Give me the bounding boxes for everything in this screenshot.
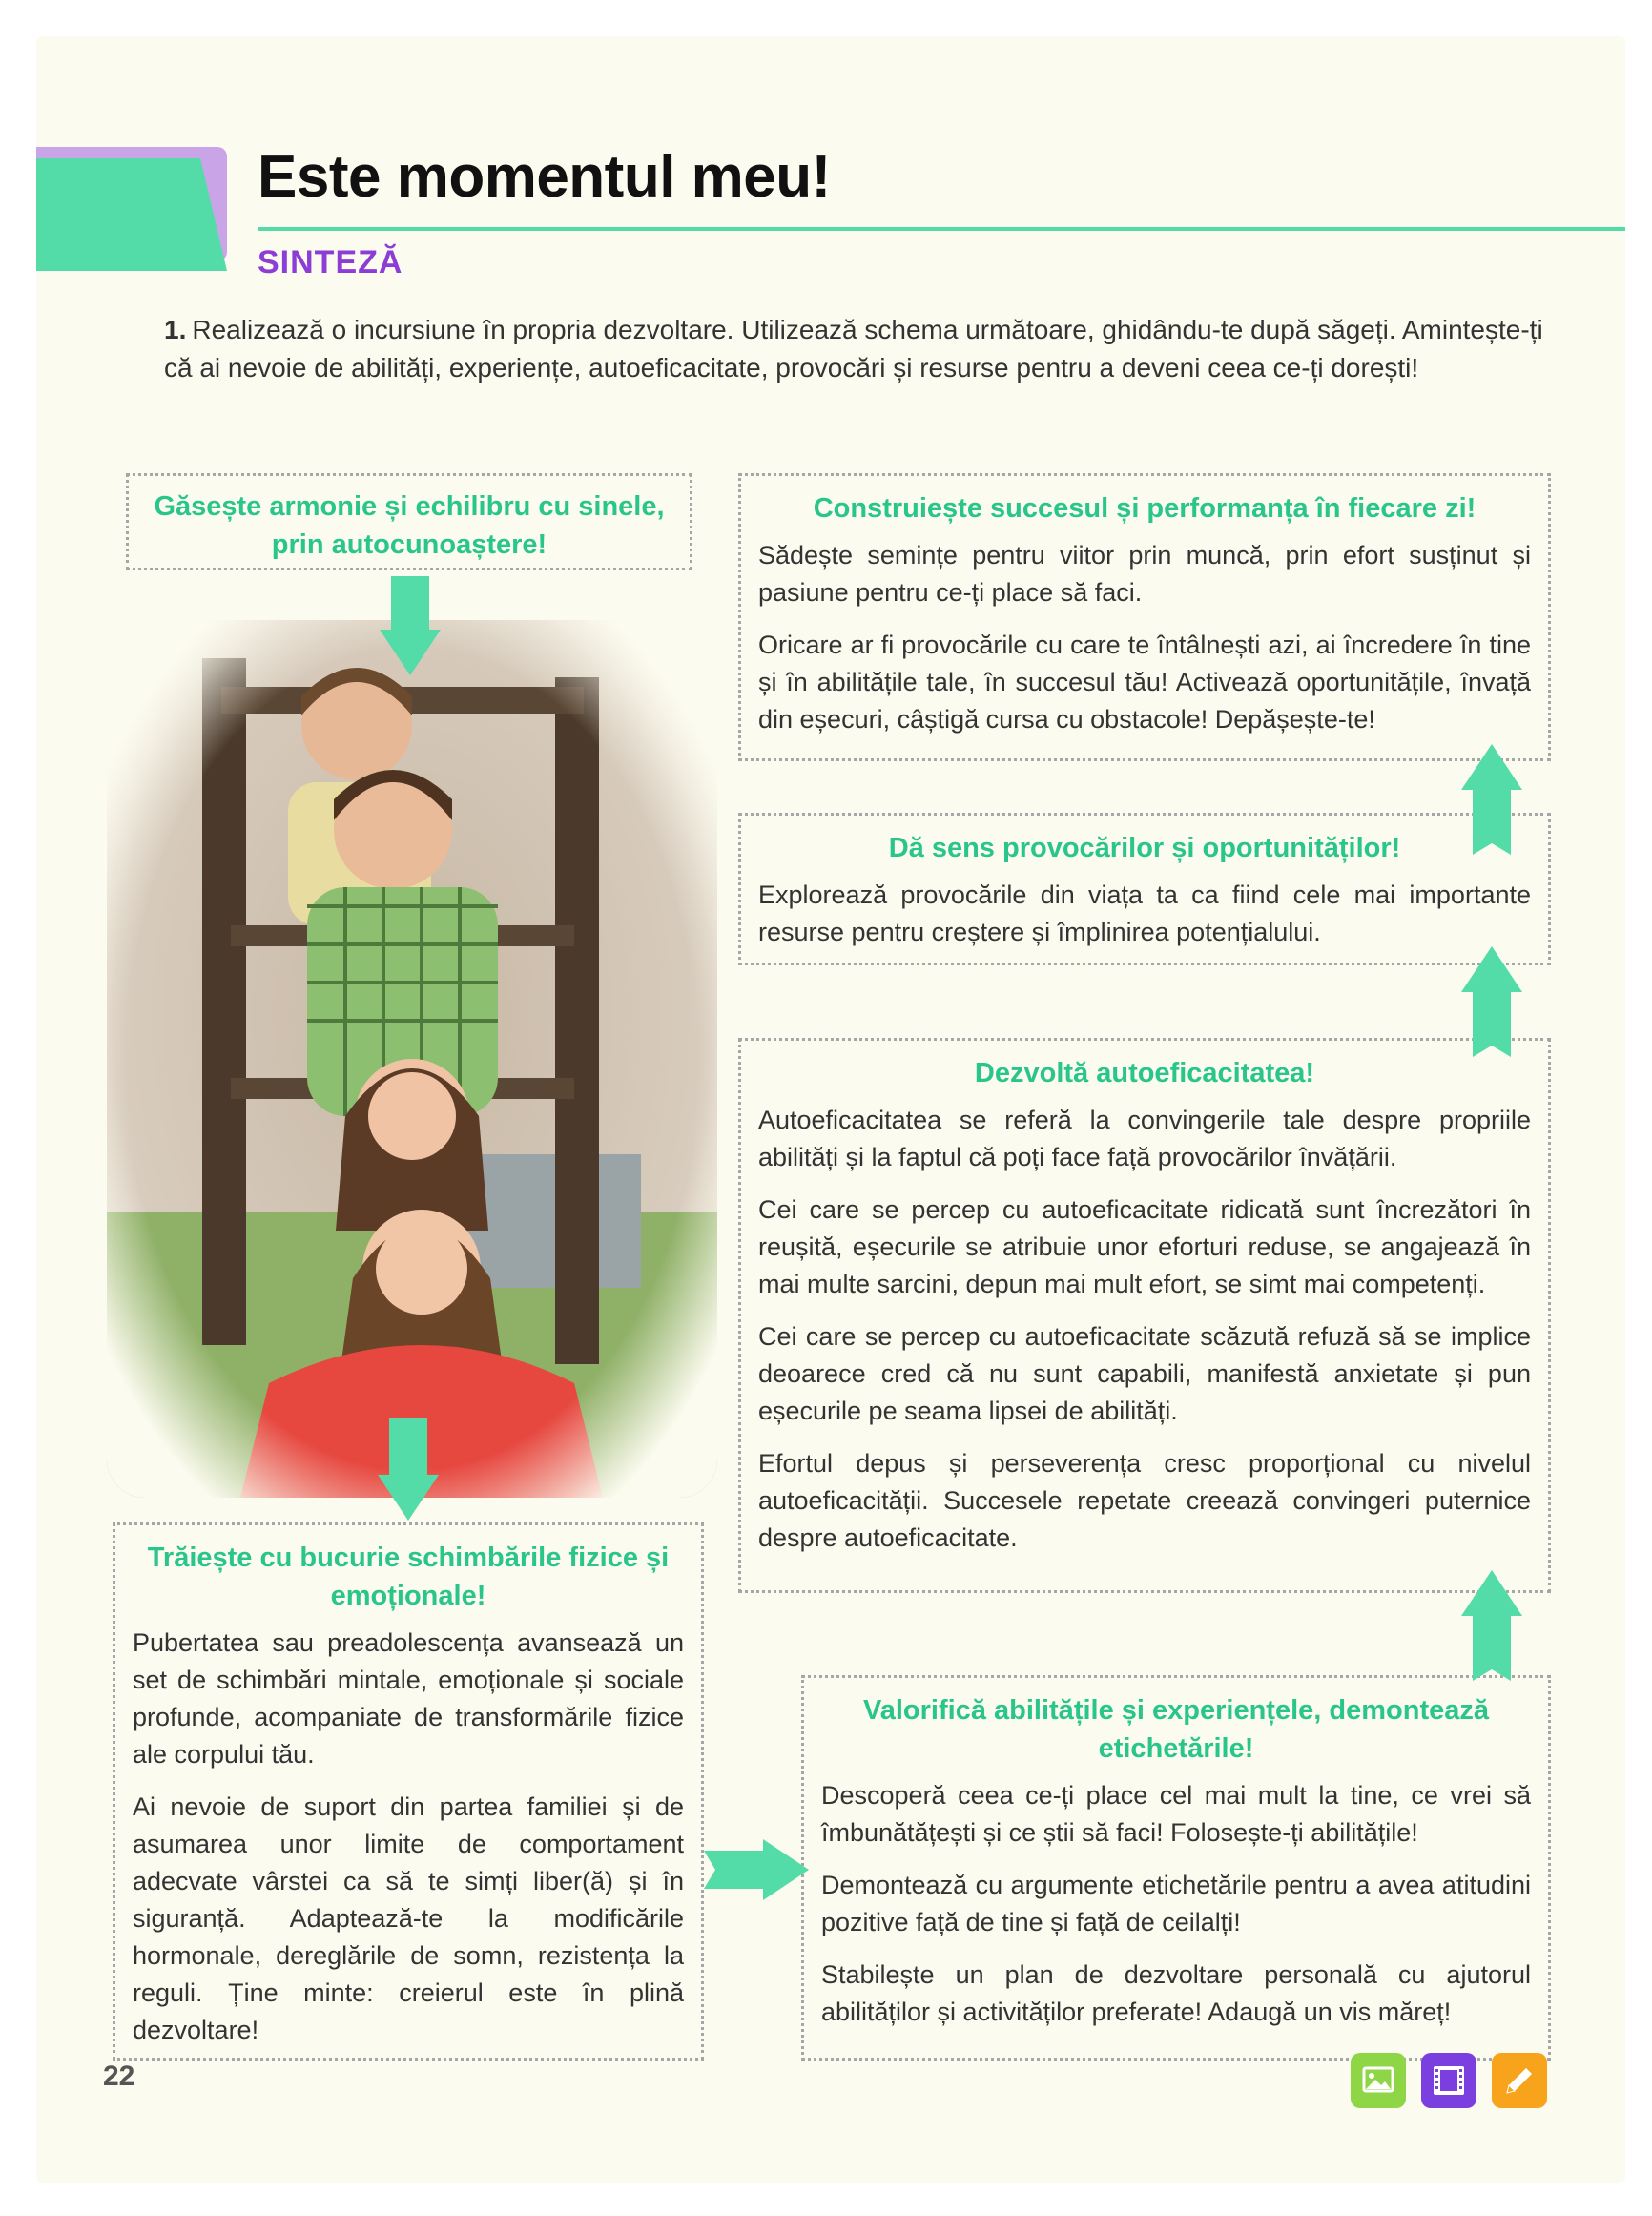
arrow-down-icon bbox=[378, 1418, 439, 1521]
box-abilitati bbox=[801, 1675, 1551, 2061]
task-number: 1. bbox=[164, 315, 187, 344]
box-autoeficacitate-paragraph: Cei care se percep cu autoeficacitate scăzută refuză să se implice deoarece cred că nu sunt capabili, manifestă anxietate și pun eșecurile pe seama lipsei de abilități. bbox=[758, 1322, 1531, 1425]
box-succes bbox=[738, 473, 1551, 761]
box-sens-heading: Dă sens provocărilor și oportunităților! bbox=[888, 833, 1401, 863]
box-succes-paragraph: Oricare ar fi provocările cu care te întâlnești azi, ai încredere în tine și în abilitățile tale, în succesul tău! Activează oportunitățile, învață din eșecuri, câștigă cursa cu obstacole! Depășește-te! bbox=[758, 631, 1531, 734]
page-title: Este momentul meu! bbox=[258, 144, 831, 210]
task-text: Realizează o incursiune în propria dezvoltare. Utilizează schema următoare, ghidându-te după săgeți. Amintește-ți că ai nevoie de abilități, experiențe, autoeficacitate, provocări și resurse pentru a deveni ceea ce-ți dorești! bbox=[164, 315, 1543, 383]
pencil-icon[interactable] bbox=[1492, 2053, 1547, 2108]
box-abilitati-heading: Valorifică abilitățile și experiențele, demontează etichetările! bbox=[863, 1695, 1489, 1764]
photo-children bbox=[107, 620, 717, 1498]
arrow-up-icon bbox=[1461, 946, 1522, 1057]
box-armonie bbox=[126, 473, 692, 570]
box-schimbari-paragraph: Ai nevoie de suport din partea familiei și de asumarea unor limite de comportament adecvate vârstei ca să te simți liber(ă) și în siguranță. Adaptează-te la modificările hormonale, dereglările de somn, rezistența la reguli. Ține minte: creierul este în plină dezvoltare! bbox=[133, 1792, 684, 2044]
box-schimbari-paragraph: Pubertatea sau preadolescența avansează un set de schimbări mintale, emoționale și sociale profunde, acompaniate de transformările fizice ale corpului tău. bbox=[133, 1628, 684, 1769]
page-number: 22 bbox=[103, 2061, 135, 2092]
box-autoeficacitate bbox=[738, 1038, 1551, 1593]
task-instruction bbox=[164, 311, 1547, 387]
box-armonie-heading: Găsește armonie și echilibru cu sinele, prin autocunoaștere! bbox=[154, 491, 665, 560]
title-underline bbox=[258, 227, 1625, 231]
image-icon[interactable] bbox=[1351, 2053, 1406, 2108]
box-succes-heading: Construiește succesul și performanța în fiecare zi! bbox=[813, 493, 1476, 524]
section-tab-green bbox=[36, 158, 227, 271]
box-autoeficacitate-paragraph: Cei care se percep cu autoeficacitate ridicată sunt încrezători în reușită, eșecurile se atribuie unor eforturi reduse, se angajează în mai multe sarcini, depun mai mult efort, se simt mai competenți. bbox=[758, 1195, 1531, 1298]
film-icon[interactable] bbox=[1421, 2053, 1476, 2108]
box-schimbari bbox=[113, 1522, 704, 2061]
box-autoeficacitate-heading: Dezvoltă autoeficacitatea! bbox=[974, 1058, 1315, 1088]
arrow-up-icon bbox=[1461, 744, 1522, 855]
box-sens bbox=[738, 813, 1551, 965]
box-autoeficacitate-paragraph: Efortul depus și perseverența cresc proporțional cu nivelul autoeficacității. Succesele repetate creează convingeri puternice despre autoeficacitate. bbox=[758, 1449, 1531, 1552]
box-abilitati-paragraph: Demontează cu argumente etichetările pentru a avea atitudini pozitive față de tine și față de ceilalți! bbox=[821, 1871, 1531, 1936]
box-schimbari-heading: Trăiește cu bucurie schimbările fizice și emoționale! bbox=[147, 1543, 670, 1611]
box-abilitati-paragraph: Descoperă ceea ce-ți place cel mai mult la tine, ce vrei să îmbunătățești și ce știi să faci! Folosește-ți abilitățile! bbox=[821, 1781, 1531, 1847]
box-abilitati-paragraph: Stabilește un plan de dezvoltare personală cu ajutorul abilităților și activităților preferate! Adaugă un vis măreț! bbox=[821, 1960, 1531, 2026]
box-succes-paragraph: Sădește semințe pentru viitor prin muncă, prin efort susținut și pasiune pentru ce-ți place să faci. bbox=[758, 541, 1531, 607]
arrow-right-icon bbox=[704, 1839, 809, 1900]
box-autoeficacitate-paragraph: Autoeficacitatea se referă la convingerile tale despre propriile abilități și la faptul că poți face față provocărilor învățării. bbox=[758, 1106, 1531, 1171]
section-subtitle: SINTEZĂ bbox=[258, 244, 403, 280]
box-sens-paragraph: Explorează provocările din viața ta ca fiind cele mai importante resurse pentru creștere și împlinirea potențialului. bbox=[758, 880, 1531, 946]
arrow-down-icon bbox=[380, 576, 441, 675]
arrow-up-icon bbox=[1461, 1570, 1522, 1681]
